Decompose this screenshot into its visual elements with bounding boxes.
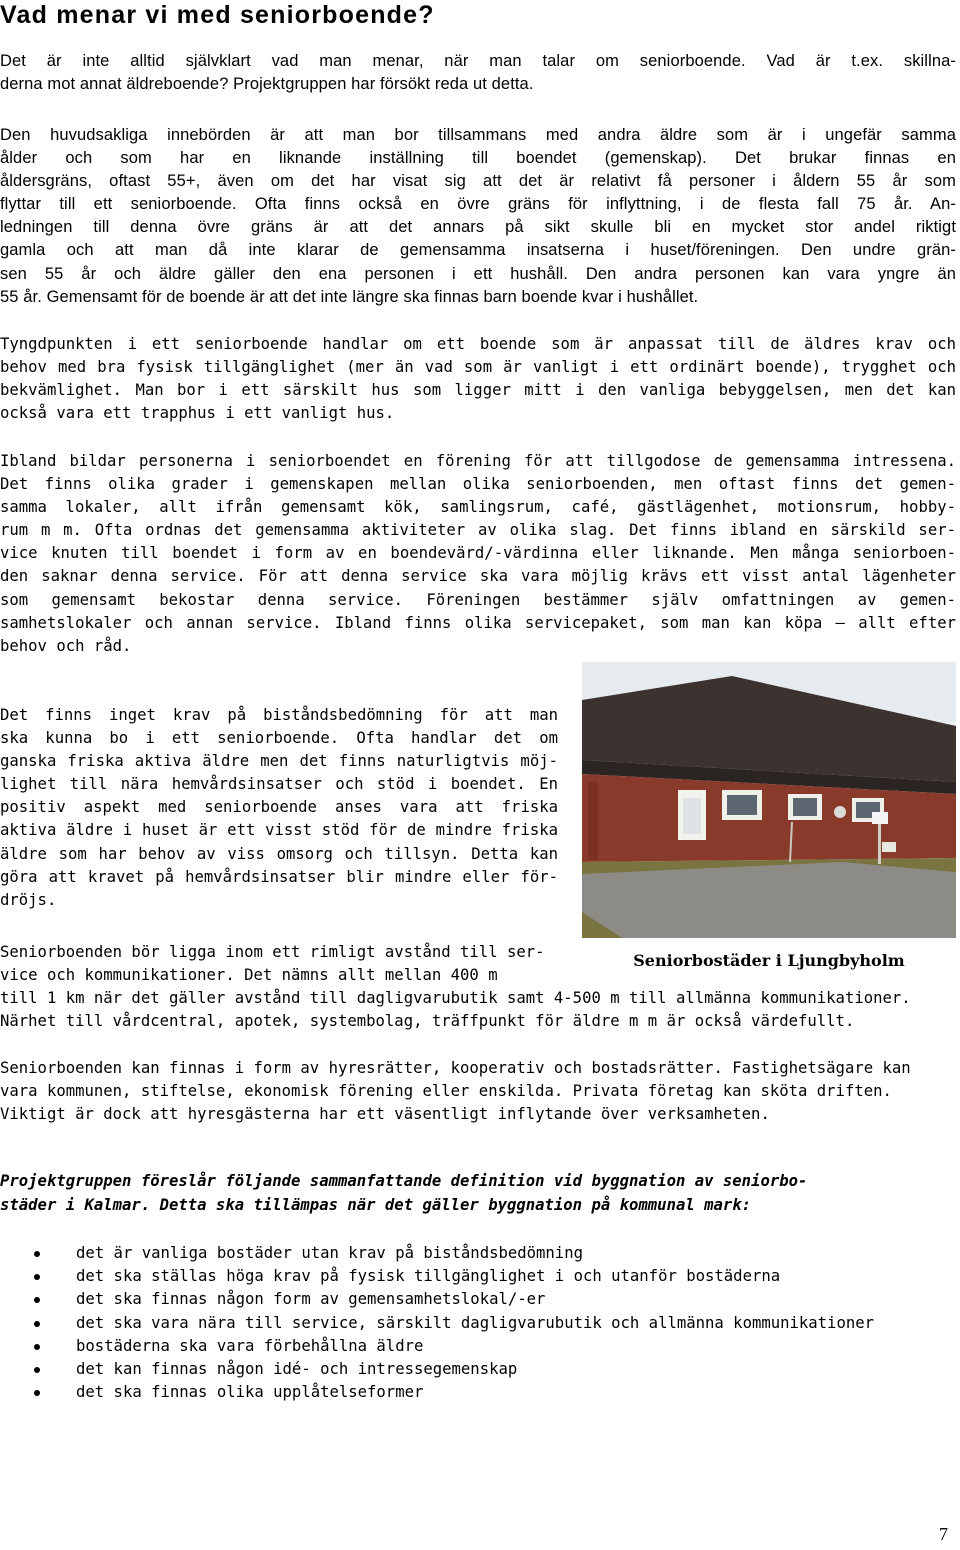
list-item: det kan finnas någon idé- och intressegemenskap — [0, 1358, 874, 1381]
text-line: Närhet till vårdcentral, apotek, systembolag, träffpunkt för äldre m m är också värdefullt. — [0, 1012, 855, 1031]
list-item: det ska vara nära till service, särskilt dagligvarubutik och allmänna kommunikationer — [0, 1312, 874, 1335]
list-item: det är vanliga bostäder utan krav på biståndsbedömning — [0, 1242, 874, 1265]
text-line: derna mot annat äldreboende? Projektgruppen har försökt reda ut detta. — [0, 75, 534, 94]
text-line: bekvämlighet. Man bor i ett särskilt hus som ligger mitt i den vanliga bebyggelsen, men det kan — [0, 381, 956, 400]
list-item: det ska finnas någon form av gemensamhetslokal/-er — [0, 1288, 874, 1311]
text-line: Ibland bildar personerna i seniorboendet en förening för att tillgodose de gemensamma intressena. — [0, 452, 956, 470]
paragraph-definition-meaning — [0, 124, 956, 309]
text-line: till 1 km när det gäller avstånd till dagligvarubutik samt 4-500 m till allmänna kommunikationer. — [0, 989, 911, 1008]
text-line: lighet till nära hemvårdsinsatser och stöd i boendet. En — [0, 775, 558, 794]
text-line: positiv aspekt med seniorboende anses vara att friska — [0, 798, 558, 817]
text-line: Det finns inget krav på biståndsbedömning för att man — [0, 706, 558, 724]
text-line: städer i Kalmar. Detta ska tillämpas när det gäller byggnation på kommunal mark: — [0, 1195, 752, 1214]
text-line: Det finns olika grader i gemenskapen mellan olika seniorboenden, men oftast finns det gemen- — [0, 475, 956, 494]
paragraph-association — [0, 450, 956, 658]
text-line: 55 år. Gemensamt för de boende är att det inte längre ska finnas barn boende kvar i hushållet. — [0, 287, 699, 306]
text-line: Viktigt är dock att hyresgästerna har ett väsentligt inflytande över verksamheten. — [0, 1105, 770, 1124]
text-line: Seniorboenden kan finnas i form av hyresrätter, kooperativ och bostadsrätter. Fastighetsägare kan — [0, 1059, 911, 1077]
text-line: ganska friska aktiva äldre men det finns naturligtvis möj- — [0, 752, 558, 771]
paragraph-intro — [0, 50, 956, 96]
paragraph-no-assessment — [0, 704, 558, 912]
text-line: den saknar denna service. För att denna service ska vara möjlig krävs ett visst antal lägenheter — [0, 567, 956, 586]
text-line: flyttar till ett seniorboende. Ofta finns också en övre gräns för inflyttning, i de flesta fall 75 år. An- — [0, 195, 956, 214]
text-line: Projektgruppen föreslår följande sammanfattande definition vid byggnation av seniorbo- — [0, 1172, 808, 1190]
text-line: samma lokaler, allt ifrån gemensamt kök, samlingsrum, café, gästlägenhet, motionsrum, hobby- — [0, 498, 956, 517]
paragraph-tenure — [0, 1057, 956, 1126]
text-line: Tyngdpunkten i ett seniorboende handlar om ett boende som är anpassat till de äldres krav och — [0, 335, 956, 353]
text-line: behov med bra fysisk tillgänglighet (mer än vad som är vanligt i ett ordinärt boende), trygghet och — [0, 358, 956, 377]
path-shape — [582, 862, 956, 938]
text-line: ska kunna bo i ett seniorboende. Ofta handlar det om — [0, 729, 558, 748]
text-line: vara kommunen, stiftelse, ekonomisk förening eller enskilda. Privata företag kan sköta driften. — [0, 1082, 892, 1101]
text-line: aktiva äldre i huset är ett visst stöd för de mindre friska — [0, 821, 558, 840]
list-item: bostäderna ska vara förbehållna äldre — [0, 1335, 874, 1358]
text-line: ålder och som har en liknande inställning till boendet (gemenskap). Det brukar finnas en — [0, 149, 956, 168]
text-line: dröjs. — [0, 890, 57, 909]
photo-caption: Seniorbostäder i Ljungbyholm — [633, 951, 905, 970]
text-line: rum m m. Ofta ordnas det gemensamma aktiviteter av olika slag. Det finns ibland en särskild ser- — [0, 521, 956, 540]
text-line: göra att kravet på hemvårdsinsatser blir mindre eller för- — [0, 867, 558, 886]
text-line: ledningen till denna övre gräns är att det annars på sikt skulle bli en mycket stor andel riktigt — [0, 218, 956, 237]
list-item: det ska ställas höga krav på fysisk tillgänglighet i och utanför bostäderna — [0, 1265, 874, 1288]
text-line: Det är inte alltid självklart vad man menar, när man talar om seniorboende. Vad är t.ex. skillna- — [0, 52, 956, 70]
text-line: åldersgräns, oftast 55+, även om det har visat sig att det är relativt få personer i åldern 55 år som — [0, 172, 956, 191]
housing-photo-illustration — [582, 662, 956, 938]
text-line: samhetslokaler och annan service. Ibland finns olika servicepaket, som man kan köpa — allt efter — [0, 613, 956, 632]
page-number: 7 — [939, 1524, 948, 1544]
list-item: det ska finnas olika upplåtelseformer — [0, 1381, 874, 1404]
paragraph-focus — [0, 333, 956, 425]
text-line: vice knuten till boendet i form av en boendevärd/-värdinna eller liknande. Men många seniorboen- — [0, 544, 956, 563]
criteria-list — [0, 1242, 874, 1404]
text-line: behov och råd. — [0, 636, 132, 655]
definition-proposal — [0, 1170, 956, 1217]
text-line: Den huvudsakliga innebörden är att man bor tillsammans med andra äldre som är i ungefär samma — [0, 126, 956, 144]
text-line: sen 55 år och äldre gäller den ena personen i ett hushåll. Den andra personen kan vara yngre än — [0, 264, 956, 283]
text-line: Seniorboenden bör ligga inom ett rimligt avstånd till ser- — [0, 943, 545, 961]
text-line: gamla och att man då inte klarar de gemensamma insatserna i huset/föreningen. Den undre grän- — [0, 241, 956, 260]
housing-photo — [582, 662, 956, 938]
text-line: äldre som har behov av viss omsorg och tillsyn. Detta kan — [0, 844, 558, 863]
text-line: som gemensamt bekostar denna service. Föreningen bestämmer själv omfattningen av gemen- — [0, 590, 956, 609]
text-line: vice och kommunikationer. Det nämns allt mellan 400 m — [0, 966, 498, 985]
page-title: Vad menar vi med seniorboende? — [0, 1, 435, 29]
text-line: också vara ett trapphus i ett vanligt hus. — [0, 404, 395, 423]
